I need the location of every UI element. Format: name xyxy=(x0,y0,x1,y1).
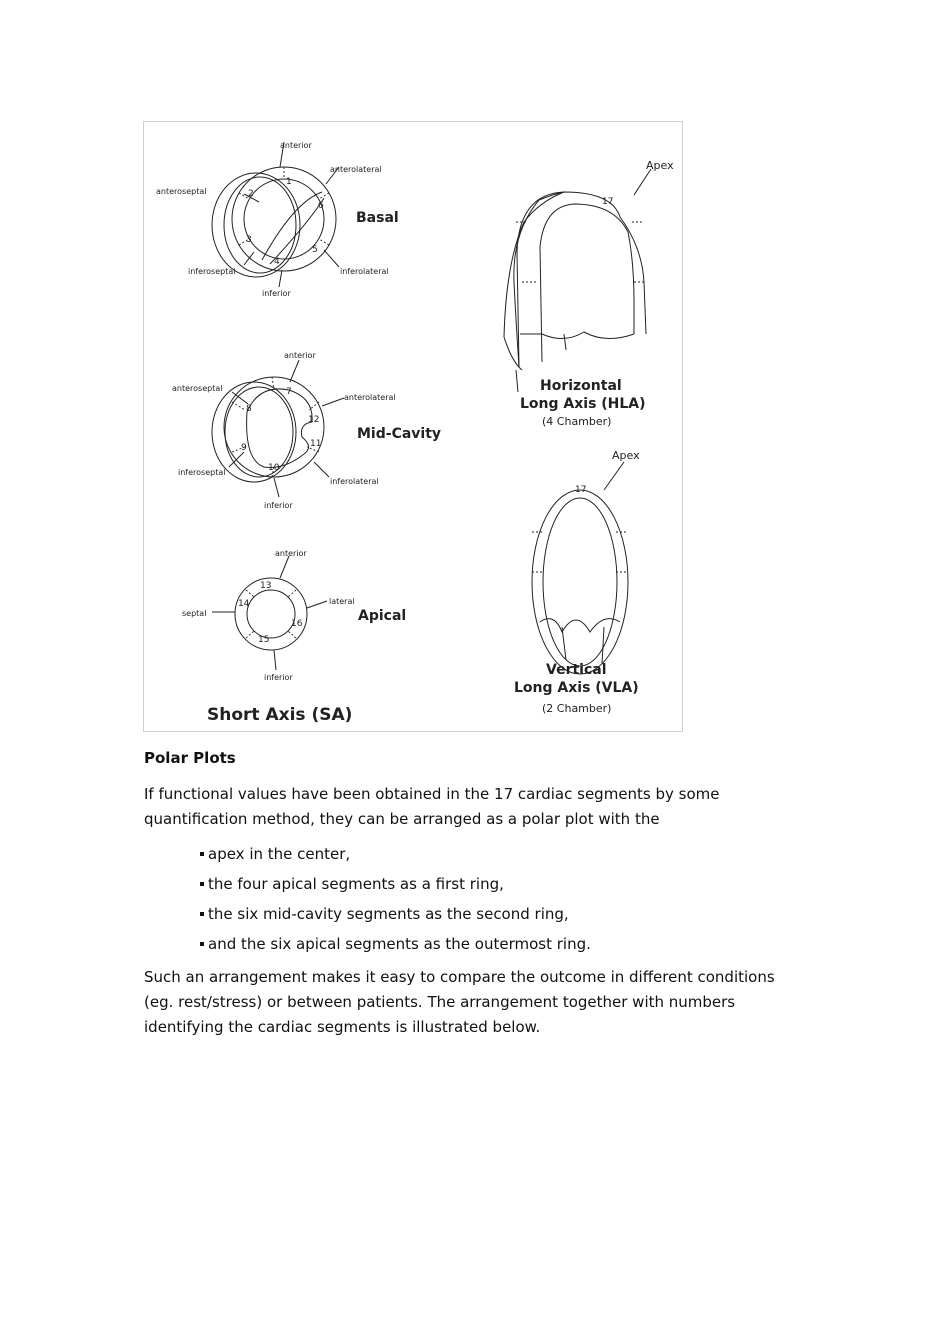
mid-segment-7: 7 xyxy=(286,387,292,397)
bullet-icon xyxy=(200,912,204,916)
mid-segment-12: 12 xyxy=(308,415,320,425)
list-item-text: the four apical segments as a first ring, xyxy=(208,875,504,893)
mid-anteroseptal-label: anteroseptal xyxy=(172,384,223,393)
basal-inferolateral-label: inferolateral xyxy=(340,267,389,276)
vla-apex-label: Apex xyxy=(612,449,640,462)
apical-inferior-label: inferior xyxy=(264,673,293,682)
mid-inferolateral-label: inferolateral xyxy=(330,477,379,486)
list-item-text: apex in the center, xyxy=(208,845,351,863)
basal-segment-1: 1 xyxy=(286,177,292,187)
mid-inferoseptal-label: inferoseptal xyxy=(178,468,226,477)
bullet-icon xyxy=(200,882,204,886)
list-item xyxy=(200,842,591,872)
mid-segment-8: 8 xyxy=(246,404,252,414)
basal-title: Basal xyxy=(356,210,399,226)
hla-apex-label: Apex xyxy=(646,159,674,172)
cardiac-segments-figure xyxy=(143,121,683,732)
apical-title: Apical xyxy=(358,608,407,624)
basal-anteroseptal-label: anteroseptal xyxy=(156,187,207,196)
basal-inferoseptal-label: inferoseptal xyxy=(188,267,236,276)
vla-title-line2: Long Axis (VLA) xyxy=(514,680,639,696)
list-item xyxy=(200,872,591,902)
basal-diagram xyxy=(156,141,399,298)
list-item xyxy=(200,932,591,962)
outro-paragraph: Such an arrangement makes it easy to compare the outcome in different conditions (eg. rest/stress) or between patients. The arrangement together with numbers identifying the cardiac segments is illustrated below. xyxy=(144,968,775,1036)
list-item xyxy=(200,902,591,932)
vla-diagram xyxy=(514,449,640,715)
hla-diagram xyxy=(504,159,674,428)
basal-segment-3: 3 xyxy=(246,235,252,245)
hla-segment-17: 17 xyxy=(602,197,614,207)
mid-segment-10: 10 xyxy=(268,463,280,473)
apical-segment-16: 16 xyxy=(291,619,303,629)
mid-segment-11: 11 xyxy=(310,439,322,449)
hla-title-line1: Horizontal xyxy=(540,378,622,394)
mid-anterolateral-label: anterolateral xyxy=(344,393,396,402)
list-item-text: the six mid-cavity segments as the second ring, xyxy=(208,905,569,923)
apical-segment-13: 13 xyxy=(260,581,272,591)
apical-septal-label: septal xyxy=(182,609,207,618)
basal-segment-2: 2 xyxy=(248,189,254,199)
basal-anterior-label: anterior xyxy=(280,141,312,150)
mid-segment-9: 9 xyxy=(241,443,247,453)
apical-diagram xyxy=(182,549,406,682)
list-item-text: and the six apical segments as the outermost ring. xyxy=(208,935,591,953)
vla-title-line3: (2 Chamber) xyxy=(542,702,612,715)
basal-inferior-label: inferior xyxy=(262,289,291,298)
apical-segment-15: 15 xyxy=(258,635,270,645)
section-heading: Polar Plots xyxy=(144,749,236,767)
apical-anterior-label: anterior xyxy=(275,549,307,558)
apical-segment-14: 14 xyxy=(238,599,250,609)
bullet-icon xyxy=(200,852,204,856)
mid-anterior-label: anterior xyxy=(284,351,316,360)
mid-cavity-diagram xyxy=(172,351,441,510)
vla-segment-17: 17 xyxy=(575,485,587,495)
basal-segment-5: 5 xyxy=(312,245,318,255)
basal-segment-4: 4 xyxy=(274,257,280,267)
apical-lateral-label: lateral xyxy=(329,597,355,606)
vla-title-line1: Vertical xyxy=(546,662,607,678)
basal-anterolateral-label: anterolateral xyxy=(330,165,382,174)
bullet-list xyxy=(200,842,591,962)
cardiac-segments-diagram xyxy=(144,122,684,733)
basal-segment-6: 6 xyxy=(318,201,324,211)
bullet-icon xyxy=(200,942,204,946)
short-axis-title: Short Axis (SA) xyxy=(207,705,353,725)
mid-cavity-title: Mid-Cavity xyxy=(357,426,442,442)
hla-title-line3: (4 Chamber) xyxy=(542,415,612,428)
intro-paragraph: If functional values have been obtained in the 17 cardiac segments by some quantification method, they can be arranged as a polar plot with the xyxy=(144,785,720,828)
mid-inferior-label: inferior xyxy=(264,501,293,510)
hla-title-line2: Long Axis (HLA) xyxy=(520,396,646,412)
